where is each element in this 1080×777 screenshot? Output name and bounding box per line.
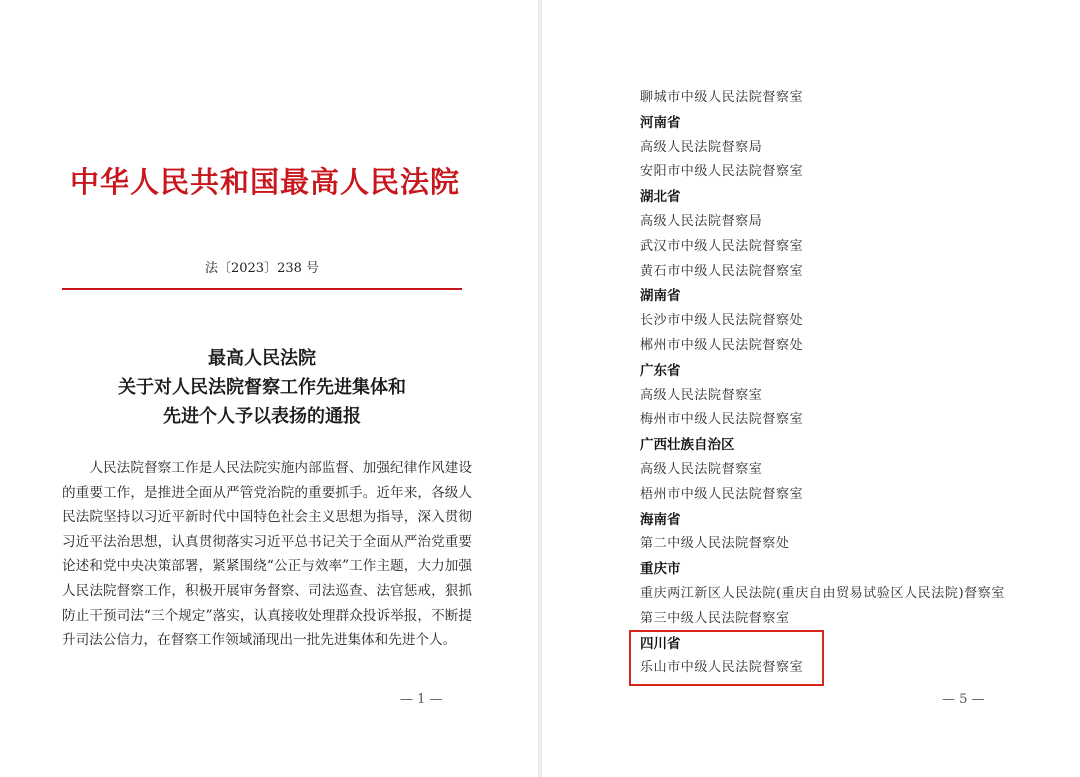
organization-item: 黄石市中级人民法院督察室 bbox=[640, 263, 804, 279]
province-heading: 四川省 bbox=[640, 635, 681, 652]
organization-item: 高级人民法院督察局 bbox=[640, 139, 763, 155]
organization-item: 梧州市中级人民法院督察室 bbox=[640, 486, 804, 502]
organization-item: 乐山市中级人民法院督察室 bbox=[640, 660, 804, 676]
province-heading: 重庆市 bbox=[640, 561, 681, 578]
title-line-1: 最高人民法院 bbox=[208, 348, 316, 369]
province-heading: 广东省 bbox=[640, 362, 681, 379]
organization-item: 武汉市中级人民法院督察室 bbox=[640, 238, 804, 254]
province-heading: 海南省 bbox=[640, 511, 681, 528]
document-title bbox=[62, 344, 462, 431]
title-line-3: 先进个人予以表扬的通报 bbox=[163, 406, 361, 427]
organization-item: 聊城市中级人民法院督察室 bbox=[640, 90, 804, 105]
organization-item: 梅州市中级人民法院督察室 bbox=[640, 412, 804, 428]
organization-item: 第二中级人民法院督察处 bbox=[640, 536, 790, 552]
red-separator-line bbox=[62, 288, 462, 290]
organization-item: 长沙市中级人民法院督察处 bbox=[640, 313, 804, 329]
province-heading: 湖北省 bbox=[640, 189, 681, 206]
document-number: 法〔2023〕238 号 bbox=[204, 261, 320, 276]
organization-item: 高级人民法院督察室 bbox=[640, 387, 763, 403]
organization-item: 高级人民法院督察室 bbox=[640, 461, 763, 477]
organization-item: 安阳市中级人民法院督察室 bbox=[640, 164, 804, 180]
province-heading: 湖南省 bbox=[640, 288, 681, 305]
organization-item: 高级人民法院督察局 bbox=[640, 213, 763, 229]
organization-item: 第三中级人民法院督察室 bbox=[640, 610, 790, 626]
page-number-right: — 5 — bbox=[942, 692, 985, 707]
province-heading: 广西壮族自治区 bbox=[640, 437, 735, 454]
organization-item: 郴州市中级人民法院督察处 bbox=[640, 337, 804, 353]
issuer-heading: 中华人民共和国最高人民法院 bbox=[70, 165, 461, 199]
title-line-2: 关于对人民法院督察工作先进集体和 bbox=[118, 377, 406, 398]
body-paragraph: 人民法院督察工作是人民法院实施内部监督、加强纪律作风建设的重要工作，是推进全面从严管党治院的重要抓手。近年来，各级人民法院坚持以习近平新时代中国特色社会主义思想为指导，深入贯彻习近平法治思想，认真贯彻落实习近平总书记关于全面从严治党重要论述和党中央决策部署，紧紧围绕“公正与效率”工作主题，大力加强人民法院督察工作，积极开展审务督察、司法巡查、法官惩戒，狠抓防止干预司法“三个规定”落实，认真接收处理群众投诉举报，不断提升司法公信力，在督察工作领域涌现出一批先进集体和先进个人。 bbox=[62, 460, 472, 649]
province-heading: 河南省 bbox=[640, 114, 681, 131]
page-number-left: — 1 — bbox=[400, 692, 443, 707]
commended-organization-list bbox=[640, 86, 1020, 681]
highlight-box bbox=[629, 630, 824, 686]
organization-item: 重庆两江新区人民法院(重庆自由贸易试验区人民法院)督察室 bbox=[640, 585, 1005, 601]
